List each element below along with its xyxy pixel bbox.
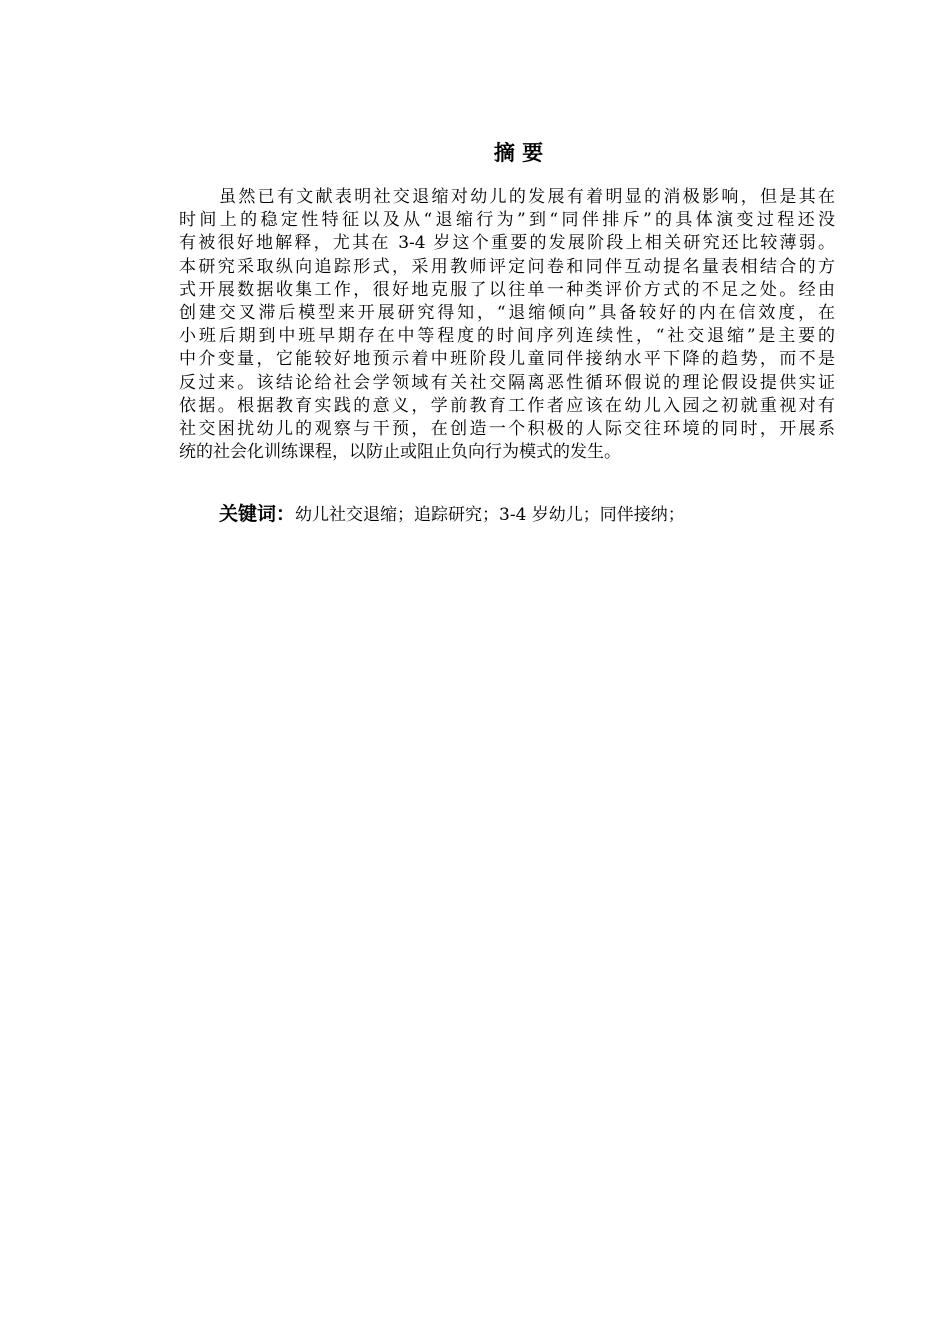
abstract-line: 虽然已有文献表明社交退缩对幼儿的发展有着明显的消极影响，但是其在 bbox=[219, 187, 835, 207]
abstract-line: 小班后期到中班早期存在中等程度的时间序列连续性，“社交退缩”是主要的 bbox=[179, 326, 835, 347]
abstract-line: 反过来。该结论给社会学领域有关社交隔离恶性循环假说的理论假设提供实证 bbox=[179, 372, 835, 393]
abstract-line: 时间上的稳定性特征以及从“退缩行为”到“同伴排斥”的具体演变过程还没 bbox=[179, 210, 835, 231]
abstract-line: 式开展数据收集工作，很好地克服了以往单一种类评价方式的不足之处。经由 bbox=[179, 279, 835, 300]
abstract-line: 本研究采取纵向追踪形式，采用教师评定问卷和同伴互动提名量表相结合的方 bbox=[179, 256, 835, 277]
abstract-title: 摘 要 bbox=[493, 141, 544, 165]
abstract-line: 有被很好地解释，尤其在 3-4 岁这个重要的发展阶段上相关研究还比较薄弱。 bbox=[179, 233, 835, 254]
keywords bbox=[219, 500, 685, 529]
abstract-line: 中介变量，它能较好地预示着中班阶段儿童同伴接纳水平下降的趋势，而不是 bbox=[179, 349, 835, 370]
keywords-label: 关键词： bbox=[219, 503, 296, 525]
keywords-text: 幼儿社交退缩；追踪研究；3-4 岁幼儿；同伴接纳； bbox=[295, 505, 685, 525]
abstract-line: 统的社会化训练课程，以防止或阻止负向行为模式的发生。 bbox=[179, 442, 621, 463]
abstract-body bbox=[179, 186, 835, 464]
abstract-line: 依据。根据教育实践的意义，学前教育工作者应该在幼儿入园之初就重视对有 bbox=[179, 395, 835, 416]
abstract-line: 社交困扰幼儿的观察与干预，在创造一个积极的人际交往环境的同时，开展系 bbox=[179, 418, 835, 439]
abstract-line: 创建交叉滞后模型来开展研究得知，“退缩倾向”具备较好的内在信效度，在 bbox=[179, 302, 835, 323]
